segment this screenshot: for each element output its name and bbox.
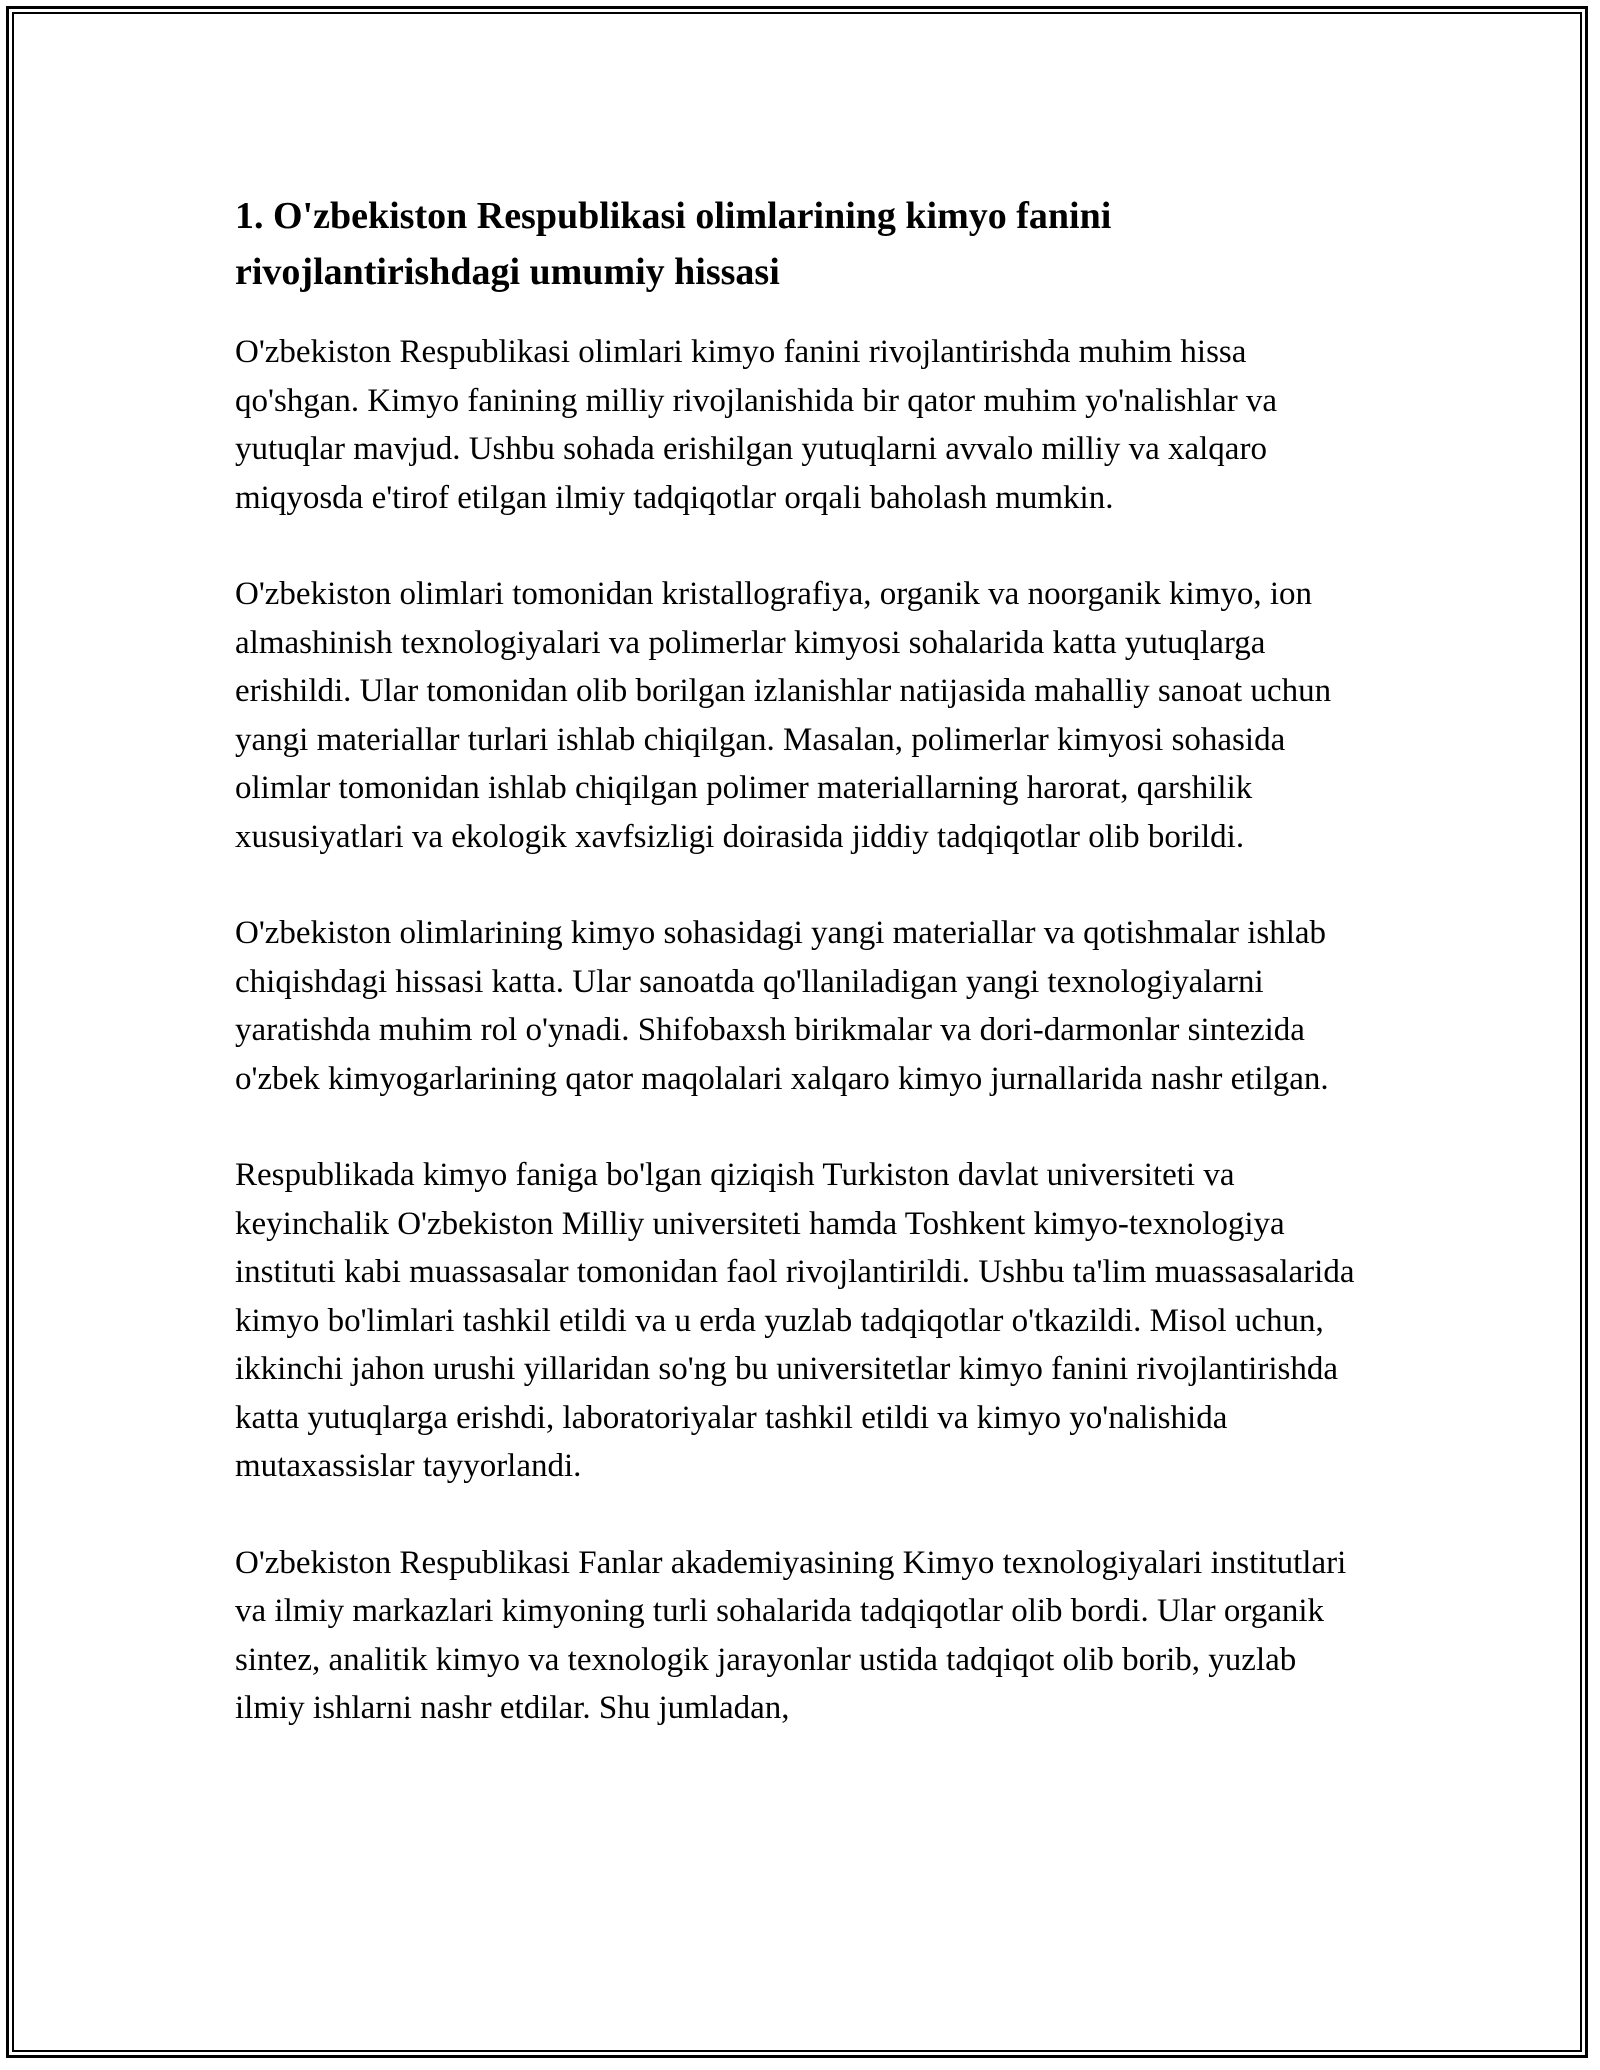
paragraph-4: Respublikada kimyo faniga bo'lgan qiziqish Turkiston davlat universiteti va keyinchalik O'zbekiston Milliy universiteti hamda Toshkent kimyo-texnologiya instituti kabi muassasalar tomonidan faol rivojlantirildi. Ushbu ta'lim muassasalarida kimyo bo'limlari tashkil etildi va u erda yuzlab tadqiqotlar o'tkazildi. Misol uchun, ikkinchi jahon urushi yillaridan so'ng bu universitetlar kimyo fanini rivojlantirishda katta yutuqlarga erishdi, laboratoriyalar tashkil etildi va kimyo yo'nalishida mutaxassislar tayyorlandi. [235,1157,1355,1484]
section-heading: 1. O'zbekiston Respublikasi olimlarining kimyo fanini rivojlantirishdagi umumiy hissasi [235,195,1112,293]
paragraph-2: O'zbekiston olimlari tomonidan kristallografiya, organik va noorganik kimyo, ion almashinish texnologiyalari va polimerlar kimyosi sohalarida katta yutuqlarga erishildi. Ular tomonidan olib borilgan izlanishlar natijasida mahalliy sanoat uchun yangi materiallar turlari ishlab chiqilgan. Masalan, polimerlar kimyosi sohasida olimlar tomonidan ishlab chiqilgan polimer materiallarning harorat, qarshilik xususiyatlari va ekologik xavfsizligi doirasida jiddiy tadqiqotlar olib borildi. [235,576,1332,855]
paragraph-5: O'zbekiston Respublikasi Fanlar akademiyasining Kimyo texnologiyalari institutlari va ilmiy markazlari kimyoning turli sohalarida tadqiqotlar olib bordi. Ular organik sintez, analitik kimyo va texnologik jarayonlar ustida tadqiqot olib borib, yuzlab ilmiy ishlarni nashr etdilar. Shu jumladan, [235,1544,1347,1726]
paragraph-1: O'zbekiston Respublikasi olimlari kimyo fanini rivojlantirishda muhim hissa qo'shgan. Kimyo fanining milliy rivojlanishida bir qator muhim yo'nalishlar va yutuqlar mavjud. Ushbu sohada erishilgan yutuqlarni avvalo milliy va xalqaro miqyosda e'tirof etilgan ilmiy tadqiqotlar orqali baholash mumkin. [235,334,1278,516]
paragraph-3: O'zbekiston olimlarining kimyo sohasidagi yangi materiallar va qotishmalar ishlab chiqishdagi hissasi katta. Ular sanoatda qo'llaniladigan yangi texnologiyalarni yaratishda muhim rol o'ynadi. Shifobaxsh birikmalar va dori-darmonlar sintezida o'zbek kimyogarlarining qator maqolalari xalqaro kimyo jurnallarida nashr etilgan. [235,915,1329,1097]
document-body [235,188,1365,1781]
